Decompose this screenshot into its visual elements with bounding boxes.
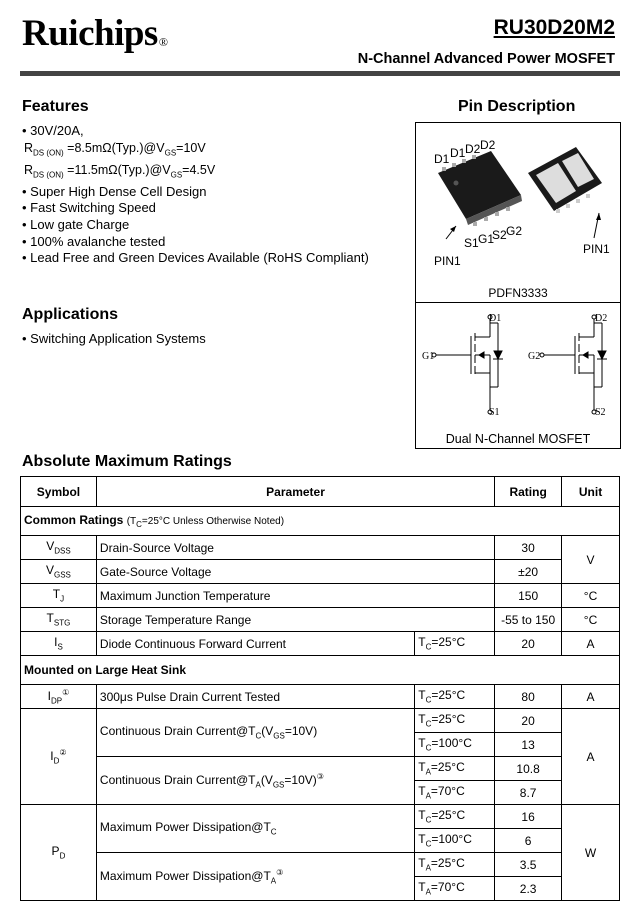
- rating-cell: 20: [495, 709, 562, 733]
- rating-cell: 150: [495, 584, 562, 608]
- applications-list: [22, 331, 206, 346]
- parameter-cell: Maximum Power $Dissipation@T_C$: [96, 805, 414, 853]
- rating-cell: 30: [495, 536, 562, 560]
- circuit-label-g1: G1: [422, 351, 435, 362]
- rating-cell: 2.3: [495, 877, 562, 901]
- circuit-label-d1: D1: [489, 313, 502, 324]
- table-row: [21, 584, 620, 608]
- rating-cell: 13: [495, 733, 562, 757]
- condition-cell: $T_A=70^\circ C$: [415, 877, 495, 901]
- header-rating: Rating: [495, 477, 562, 507]
- parameter-cell: Maximum Power $Dissipation@T_A^③$: [96, 853, 414, 901]
- circuit-label-s2: S2: [595, 407, 606, 418]
- product-subtitle: N-Channel Advanced Power MOSFET: [357, 51, 615, 67]
- symbol-cell: $V_{GSS}$: [21, 560, 97, 584]
- header-rule: [20, 71, 620, 76]
- parameter-cell: Continuous Drain $Current@T_C(V_{GS}=10V)$: [96, 709, 414, 757]
- pin-label-d1: D1: [450, 146, 466, 160]
- table-row: [21, 685, 620, 709]
- table-row: [21, 757, 620, 781]
- part-number: RU30D20M2: [493, 16, 615, 39]
- feature-item: • Fast Switching Speed: [22, 200, 156, 216]
- condition-cell: $T_A=25^\circ C$: [415, 853, 495, 877]
- header-parameter: Parameter: [96, 477, 494, 507]
- features-list: [22, 123, 369, 267]
- parameter-cell: Maximum Junction Temperature: [96, 584, 494, 608]
- symbol-cell: $V_{DSS}$: [21, 536, 97, 560]
- circuit-label-d2: D2: [595, 313, 608, 324]
- feature-item: • Lead Free and Green Devices Available (RoHS Compliant): [22, 250, 369, 266]
- pin1-label-right: PIN1: [583, 242, 610, 256]
- condition-cell: $T_C=100^\circ C$: [415, 829, 495, 853]
- unit-cell: °C: [562, 608, 620, 632]
- package-name: PDFN3333: [488, 286, 548, 300]
- parameter-cell: Diode Continuous Forward Current: [96, 632, 414, 656]
- feature-item: • 30V/20A,: [22, 123, 84, 138]
- header-symbol: Symbol: [21, 477, 97, 507]
- section-row-common: [21, 507, 620, 536]
- symbol-cell: $I_D^②$: [21, 709, 97, 805]
- mosfet-symbol-1: [432, 315, 503, 414]
- pin-label-d2: D2: [480, 138, 496, 152]
- header-unit: Unit: [562, 477, 620, 507]
- rating-cell: -55 to 150: [495, 608, 562, 632]
- rating-cell: 10.8: [495, 757, 562, 781]
- features-heading: Features: [22, 98, 89, 115]
- condition-cell: $T_C=25^\circ C$: [415, 709, 495, 733]
- company-logo: [22, 14, 167, 54]
- condition-cell: $T_C=25^\circ C$: [415, 632, 495, 656]
- application-item: • Switching Application Systems: [22, 331, 206, 346]
- table-row: [21, 632, 620, 656]
- unit-cell: A: [562, 685, 620, 709]
- rating-cell: 80: [495, 685, 562, 709]
- table-row: [21, 853, 620, 877]
- unit-cell: °C: [562, 584, 620, 608]
- unit-cell: V: [562, 536, 620, 584]
- rating-cell: 6: [495, 829, 562, 853]
- section-title: Common Ratings: [24, 513, 124, 527]
- symbol-cell: $T_{STG}$: [21, 608, 97, 632]
- registered-mark: ®: [158, 35, 168, 49]
- pin-description-box: [415, 122, 621, 449]
- pin-label-g2: G2: [506, 224, 523, 238]
- table-row: [21, 805, 620, 829]
- pin-label-s2: S2: [492, 228, 507, 242]
- circuit-label-g2: G2: [528, 351, 541, 362]
- pinbox-divider: [416, 302, 620, 303]
- parameter-cell: Drain-Source Voltage: [96, 536, 494, 560]
- feature-item: • Super High Dense Cell Design: [22, 183, 207, 199]
- pin-label-s1: S1: [464, 236, 479, 250]
- pin-label-g1: G1: [478, 232, 495, 246]
- symbol-cell: $P_D$: [21, 805, 97, 901]
- symbol-cell: $T_J$: [21, 584, 97, 608]
- condition-cell: $T_C=25^\circ C$: [415, 685, 495, 709]
- rds-spec-1: $R_{DS (ON)}$ $=8.5m\Omega(Typ.)@V_{GS}=10V$: [24, 140, 206, 158]
- section-row-mounted: [21, 656, 620, 685]
- pin-label-d1: D1: [434, 152, 450, 166]
- symbol-cell: $I_S$: [21, 632, 97, 656]
- pin-description-heading: Pin Description: [458, 98, 576, 115]
- circuit-label-s1: S1: [489, 407, 500, 418]
- section-note: ($T_C=25^\circ C$ Unless Otherwise Noted): [126, 516, 285, 529]
- logo-text: Ruichips: [22, 13, 158, 54]
- ratings-heading: Absolute Maximum Ratings: [22, 453, 232, 470]
- pin-label-d2: D2: [465, 142, 481, 156]
- condition-cell: $T_C=100^\circ C$: [415, 733, 495, 757]
- feature-item: • 100% avalanche tested: [22, 233, 166, 249]
- applications-heading: Applications: [22, 306, 119, 323]
- unit-cell: W: [562, 805, 620, 901]
- condition-cell: $T_A=25^\circ C$: [415, 757, 495, 781]
- pin1-label-left: PIN1: [434, 254, 461, 268]
- section-title: Mounted on Large Heat Sink: [21, 656, 620, 685]
- rating-cell: 3.5: [495, 853, 562, 877]
- rating-cell: 8.7: [495, 781, 562, 805]
- unit-cell: A: [562, 709, 620, 805]
- rating-cell: 20: [495, 632, 562, 656]
- parameter-cell: 300μs Pulse Drain Current Tested: [96, 685, 414, 709]
- condition-cell: $T_C=25^\circ C$: [415, 805, 495, 829]
- mosfet-symbol-2: [540, 315, 607, 414]
- rds-spec-2: $R_{DS (ON)}$ $=11.5m\Omega(Typ.)@V_{GS}=4.5V$: [24, 162, 216, 180]
- table-row: [21, 536, 620, 560]
- absolute-max-ratings-table: [20, 476, 620, 901]
- table-row: [21, 608, 620, 632]
- feature-item: • Low gate Charge: [22, 216, 130, 232]
- circuit-label: Dual N-Channel MOSFET: [445, 432, 591, 446]
- unit-cell: A: [562, 632, 620, 656]
- parameter-cell: Storage Temperature Range: [96, 608, 494, 632]
- package-bottom-view: [528, 147, 602, 238]
- rating-cell: ±20: [495, 560, 562, 584]
- rating-cell: 16: [495, 805, 562, 829]
- table-row: [21, 709, 620, 733]
- parameter-cell: Gate-Source Voltage: [96, 560, 494, 584]
- symbol-cell: $I_{DP}^①$: [21, 685, 97, 709]
- condition-cell: $T_A=70^\circ C$: [415, 781, 495, 805]
- table-row: [21, 560, 620, 584]
- table-header-row: [21, 477, 620, 507]
- parameter-cell: Continuous Drain $Current@T_A(V_{GS}=10V)^③$: [96, 757, 414, 805]
